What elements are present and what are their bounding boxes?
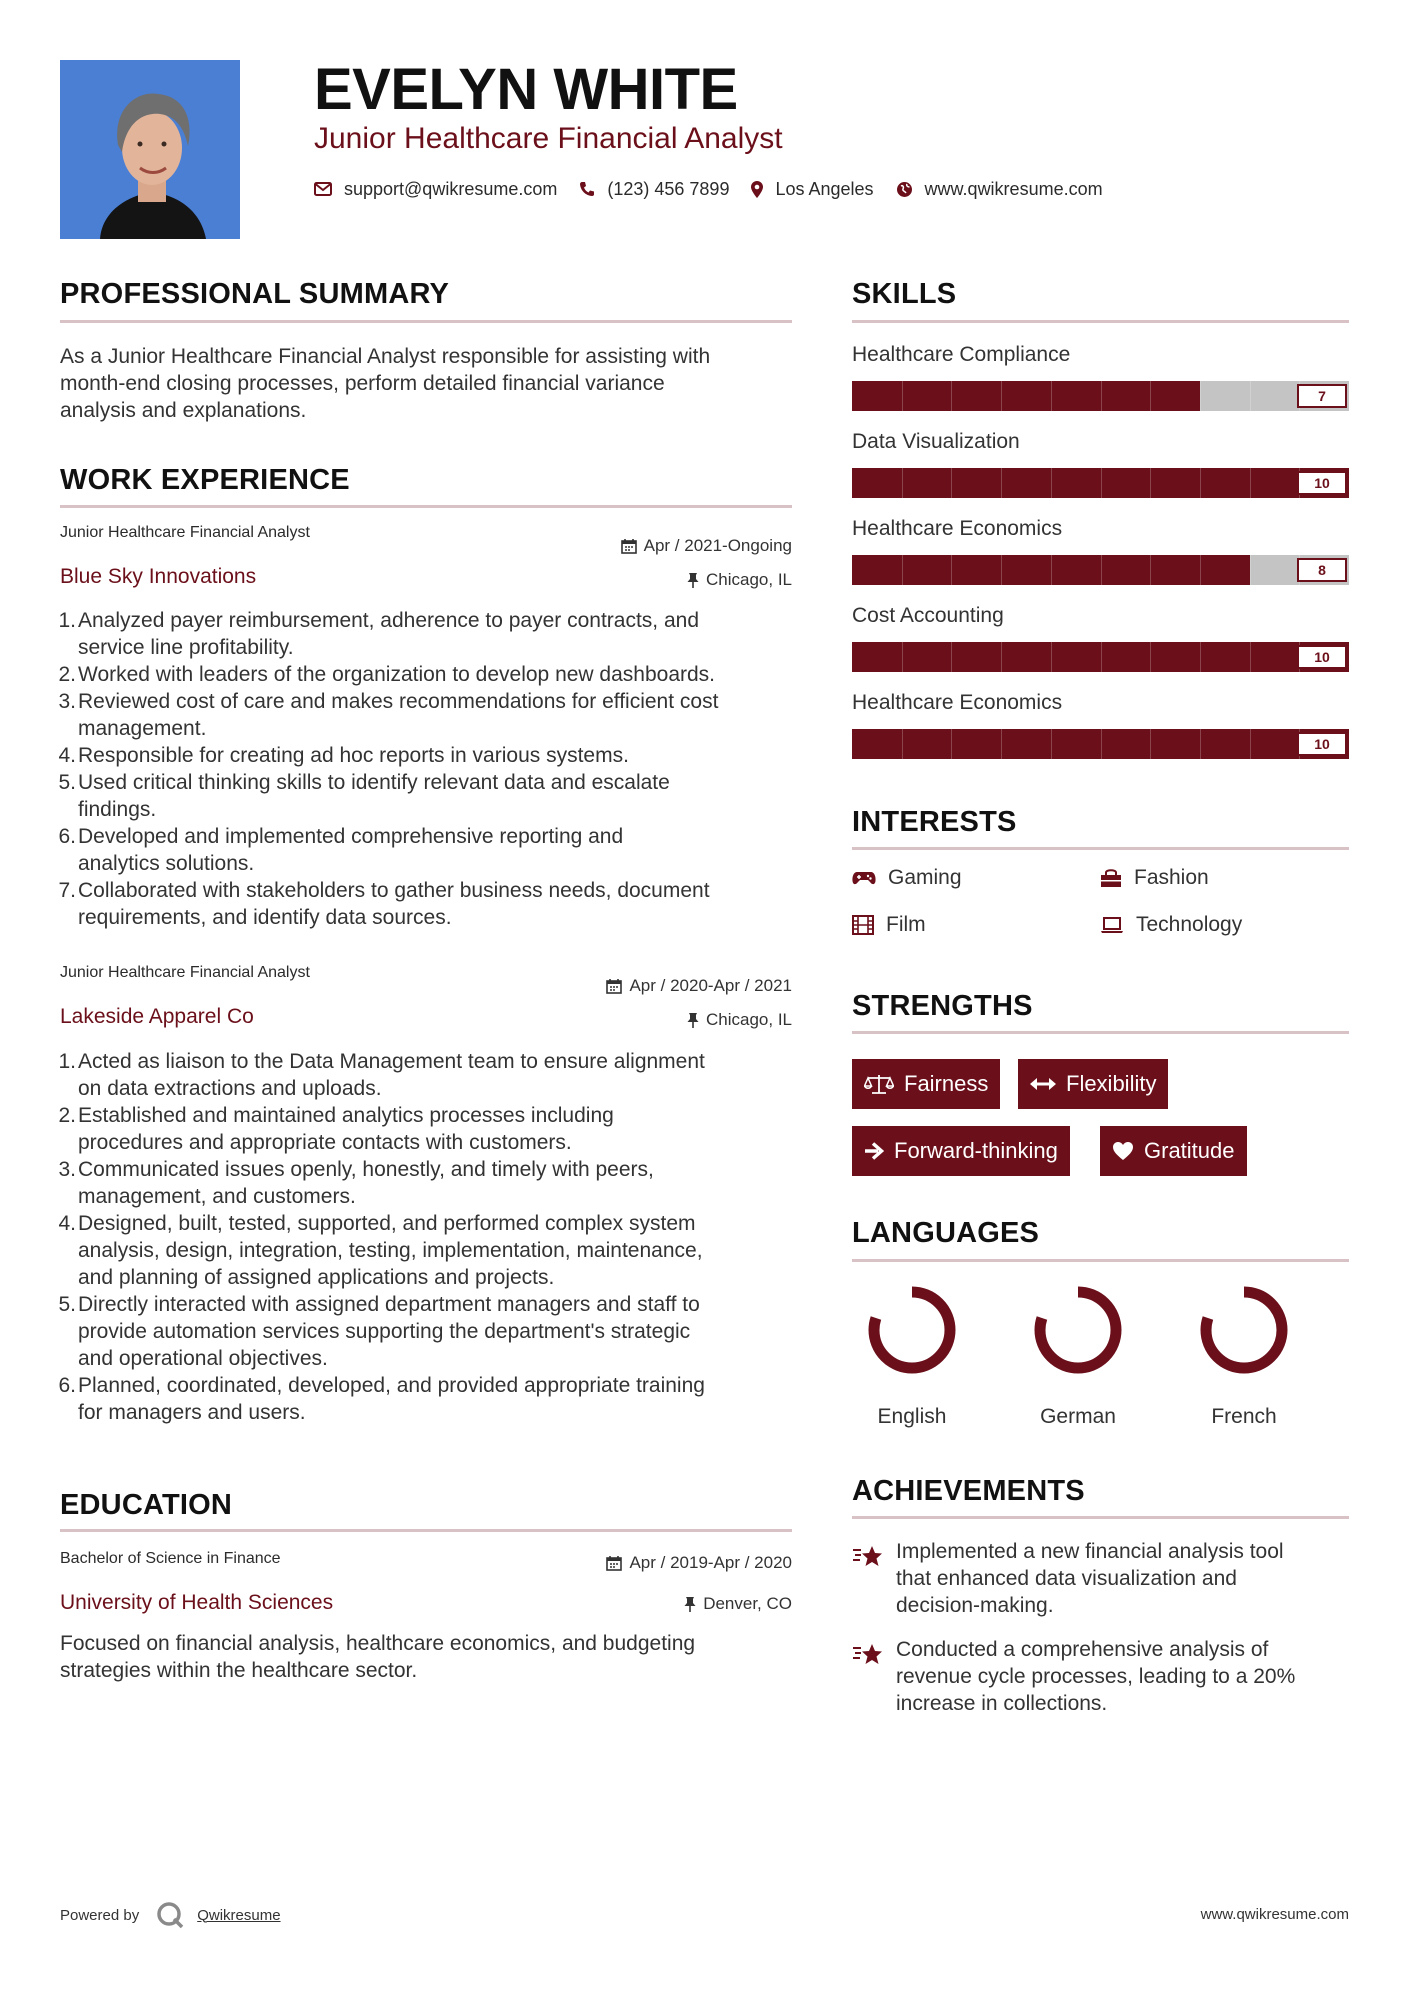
- pushpin-icon: [687, 572, 699, 588]
- education-heading: EDUCATION: [60, 1489, 233, 1521]
- interest-gaming: [852, 866, 962, 890]
- interests-heading: INTERESTS: [852, 806, 1017, 838]
- language-ring: [1018, 1280, 1138, 1380]
- achievement-text: [896, 1636, 1295, 1717]
- education-description: [60, 1630, 792, 1684]
- education-location-text: Denver, CO: [703, 1594, 792, 1613]
- skill-bar: [852, 468, 1349, 498]
- skill-name: Healthcare Compliance: [852, 343, 1071, 366]
- bullet-item: [60, 877, 800, 931]
- bullet-line: Collaborated with stakeholders to gather business needs, document: [78, 879, 710, 902]
- bullet-line: procedures and appropriate contacts with customers.: [78, 1131, 572, 1154]
- skill-item: [852, 515, 1349, 602]
- envelope-icon: [314, 182, 332, 196]
- powered-by-text: Powered by: [60, 1906, 140, 1924]
- skill-bar-segment: [1150, 468, 1151, 498]
- candidate-name: EVELYN WHITE: [314, 57, 738, 122]
- job-dates-text: Apr / 2020-Apr / 2021: [629, 976, 792, 995]
- globe-icon: [896, 181, 913, 198]
- language-level-arc: [874, 1292, 950, 1368]
- skill-bar-segment: [902, 381, 903, 411]
- education-dates: [606, 1553, 792, 1573]
- skill-bar-segment: [1250, 729, 1251, 759]
- achievements-heading: ACHIEVEMENTS: [852, 1475, 1085, 1507]
- gamepad-icon: [852, 870, 876, 886]
- strength-chip-fairness: [852, 1059, 1000, 1109]
- strengths-divider: [852, 1031, 1349, 1034]
- bullet-line: service line profitability.: [78, 636, 294, 659]
- bullet-number: 6.: [58, 1374, 76, 1397]
- brand-link[interactable]: Qwikresume: [197, 1906, 281, 1924]
- interest-label: Gaming: [888, 866, 962, 889]
- job-company: Lakeside Apparel Co: [60, 1005, 254, 1028]
- interest-label: Technology: [1136, 913, 1243, 936]
- school-name: University of Health Sciences: [60, 1591, 334, 1614]
- skill-level: 10: [1297, 471, 1347, 495]
- achievement-item: [852, 1538, 1349, 1619]
- education-line: strategies within the healthcare sector.: [60, 1659, 418, 1682]
- skill-bar: [852, 642, 1349, 672]
- bullet-line: provide automation services supporting the department's strategic: [78, 1320, 691, 1343]
- achievement-line: increase in collections.: [896, 1692, 1108, 1715]
- bullet-item: [60, 1291, 800, 1372]
- bullet-line: Reviewed cost of care and makes recommendations for efficient cost: [78, 690, 719, 713]
- bullet-number: 5.: [58, 771, 76, 794]
- location-text: Los Angeles: [775, 178, 874, 199]
- skill-bar-segment: [951, 555, 952, 585]
- skill-bar-segment: [902, 555, 903, 585]
- skill-name: Healthcare Economics: [852, 691, 1063, 714]
- skill-bar-segment: [1150, 555, 1151, 585]
- skill-bar-segment: [1051, 468, 1052, 498]
- bullet-number: 3.: [58, 690, 76, 713]
- bullet-item: [60, 661, 800, 688]
- skill-bar-segment: [1101, 468, 1102, 498]
- skill-bar-segment: [902, 468, 903, 498]
- bullet-line: Acted as liaison to the Data Management team to ensure alignment: [78, 1050, 705, 1073]
- achievement-item: [852, 1636, 1349, 1717]
- strength-chip-gratitude: [1100, 1126, 1247, 1176]
- job-location-text: Chicago, IL: [706, 1010, 792, 1029]
- bullet-line: Worked with leaders of the organization to develop new dashboards.: [78, 663, 716, 686]
- skill-name: Data Visualization: [852, 430, 1020, 453]
- map-pin-icon: [751, 181, 763, 198]
- skill-bar-segment: [1101, 642, 1102, 672]
- job-bullets: [60, 607, 800, 931]
- strength-label: Forward-thinking: [894, 1138, 1058, 1163]
- website-text: www.qwikresume.com: [924, 178, 1103, 199]
- strength-label: Flexibility: [1066, 1071, 1157, 1096]
- language-item: [852, 1280, 972, 1430]
- bullet-line: and planning of assigned applications and projects.: [78, 1266, 555, 1289]
- language-name: German: [1040, 1405, 1116, 1428]
- achievements-list: [852, 1538, 1349, 1734]
- bullet-line: management.: [78, 717, 207, 740]
- bullet-item: [60, 1372, 800, 1426]
- bullet-line: requirements, and identify data sources.: [78, 906, 452, 929]
- bullet-line: Planned, coordinated, developed, and provided appropriate training: [78, 1374, 705, 1397]
- bullet-line: analysis, design, integration, testing, implementation, maintenance,: [78, 1239, 703, 1262]
- interest-label: Fashion: [1134, 866, 1209, 889]
- skill-bar-fill: [852, 381, 1200, 411]
- bullet-number: 5.: [58, 1293, 76, 1316]
- skill-bar-segment: [1101, 381, 1102, 411]
- strength-chip-forward-thinking: [852, 1126, 1070, 1176]
- film-icon: [852, 915, 874, 935]
- bullet-number: 1.: [58, 609, 76, 632]
- achievement-line: Implemented a new financial analysis tool: [896, 1540, 1284, 1563]
- laptop-icon: [1100, 916, 1124, 934]
- skill-bar: [852, 381, 1349, 411]
- bullet-item: [60, 742, 800, 769]
- achievement-line: revenue cycle processes, leading to a 20%: [896, 1665, 1296, 1688]
- qwikresume-logo-icon: [155, 1900, 185, 1930]
- interest-label: Film: [886, 913, 926, 936]
- calendar-icon: [606, 978, 622, 994]
- bullet-number: 4.: [58, 744, 76, 767]
- skill-bar-segment: [1051, 381, 1052, 411]
- job-location: [687, 1010, 792, 1030]
- skill-level: 8: [1297, 558, 1347, 582]
- bullet-number: 1.: [58, 1050, 76, 1073]
- bullet-line: Established and maintained analytics processes including: [78, 1104, 614, 1127]
- skills-list: [852, 341, 1349, 776]
- skill-bar-segment: [1250, 555, 1251, 585]
- skill-bar: [852, 555, 1349, 585]
- summary-line: As a Junior Healthcare Financial Analyst responsible for assisting with: [60, 345, 711, 368]
- skill-level: 7: [1297, 384, 1347, 408]
- summary-divider: [60, 320, 792, 323]
- skill-bar-segment: [902, 642, 903, 672]
- language-level-arc: [1040, 1292, 1116, 1368]
- languages-divider: [852, 1259, 1349, 1262]
- language-item: [1018, 1280, 1138, 1430]
- contact-website[interactable]: [896, 179, 1103, 200]
- skill-bar-segment: [1200, 729, 1201, 759]
- bullet-item: [60, 1102, 800, 1156]
- skill-level: 10: [1297, 732, 1347, 756]
- skill-level: 10: [1297, 645, 1347, 669]
- skill-item: [852, 689, 1349, 776]
- achievement-text: [896, 1538, 1284, 1619]
- skills-divider: [852, 320, 1349, 323]
- skill-bar-segment: [1051, 642, 1052, 672]
- profile-photo: [60, 60, 240, 239]
- summary-heading: PROFESSIONAL SUMMARY: [60, 278, 450, 310]
- balance-scale-icon: [864, 1073, 894, 1095]
- skill-bar-segment: [1250, 468, 1251, 498]
- bullet-line: Designed, built, tested, supported, and performed complex system: [78, 1212, 696, 1235]
- contact-location: [751, 179, 873, 200]
- interests-divider: [852, 847, 1349, 850]
- pushpin-icon: [684, 1596, 696, 1612]
- summary-line: analysis and explanations.: [60, 399, 307, 422]
- language-item: [1184, 1280, 1304, 1430]
- bullet-line: Directly interacted with assigned department managers and staff to: [78, 1293, 700, 1316]
- footer-website[interactable]: www.qwikresume.com: [1200, 1906, 1349, 1923]
- bullet-number: 2.: [58, 1104, 76, 1127]
- skill-bar-segment: [1001, 381, 1002, 411]
- skill-bar-segment: [951, 729, 952, 759]
- bullet-item: [60, 769, 800, 823]
- bullet-line: analytics solutions.: [78, 852, 255, 875]
- achievement-line: decision-making.: [896, 1594, 1054, 1617]
- skill-bar-segment: [1150, 381, 1151, 411]
- job-dates: [606, 976, 792, 996]
- skill-bar-segment: [1200, 642, 1201, 672]
- job-bullets: [60, 1048, 800, 1426]
- summary-text: [60, 343, 792, 424]
- language-ring: [1184, 1280, 1304, 1380]
- bullet-item: [60, 688, 800, 742]
- skill-bar-segment: [1001, 468, 1002, 498]
- pushpin-icon: [687, 1012, 699, 1028]
- strength-label: Gratitude: [1144, 1138, 1235, 1163]
- skill-bar-segment: [1101, 555, 1102, 585]
- degree-title: Bachelor of Science in Finance: [60, 1550, 281, 1567]
- skill-item: [852, 602, 1349, 689]
- bullet-line: for managers and users.: [78, 1401, 306, 1424]
- skill-bar-segment: [951, 381, 952, 411]
- shooting-star-icon: [852, 1542, 886, 1572]
- bullet-line: Responsible for creating ad hoc reports in various systems.: [78, 744, 629, 767]
- job-dates: [621, 536, 792, 556]
- bullet-number: 6.: [58, 825, 76, 848]
- education-location: [684, 1594, 792, 1614]
- heart-icon: [1112, 1141, 1134, 1161]
- bullet-line: on data extractions and uploads.: [78, 1077, 382, 1100]
- contact-email[interactable]: [314, 179, 557, 200]
- bullet-line: findings.: [78, 798, 157, 821]
- bullet-line: Used critical thinking skills to identify relevant data and escalate: [78, 771, 670, 794]
- education-dates-text: Apr / 2019-Apr / 2020: [629, 1553, 792, 1572]
- bullet-item: [60, 1048, 800, 1102]
- phone-text: (123) 456 7899: [607, 178, 730, 199]
- interest-film: [852, 913, 926, 937]
- calendar-icon: [621, 538, 637, 554]
- skill-bar-segment: [1051, 729, 1052, 759]
- email-text: support@qwikresume.com: [344, 178, 558, 199]
- education-line: Focused on financial analysis, healthcare economics, and budgeting: [60, 1632, 696, 1655]
- interest-fashion: [1100, 866, 1209, 890]
- shopping-bag-icon: [1100, 868, 1122, 888]
- shooting-star-icon: [852, 1640, 886, 1670]
- bullet-line: and operational objectives.: [78, 1347, 328, 1370]
- skill-bar-segment: [1001, 729, 1002, 759]
- bullet-line: management, and customers.: [78, 1185, 356, 1208]
- bullet-number: 3.: [58, 1158, 76, 1181]
- experience-heading: WORK EXPERIENCE: [60, 464, 350, 496]
- skill-bar-segment: [1001, 642, 1002, 672]
- skill-bar-segment: [1200, 381, 1201, 411]
- calendar-icon: [606, 1555, 622, 1571]
- skill-name: Healthcare Economics: [852, 517, 1063, 540]
- footer-powered-by: [60, 1900, 281, 1930]
- skill-bar-segment: [1150, 642, 1151, 672]
- strength-label: Fairness: [904, 1071, 989, 1096]
- language-ring: [852, 1280, 972, 1380]
- skill-bar-segment: [1200, 468, 1201, 498]
- job-company: Blue Sky Innovations: [60, 565, 257, 588]
- bullet-number: 2.: [58, 663, 76, 686]
- bullet-line: Analyzed payer reimbursement, adherence to payer contracts, and: [78, 609, 700, 632]
- bullet-item: [60, 823, 800, 877]
- skill-bar-segment: [1250, 381, 1251, 411]
- arrows-horizontal-icon: [1030, 1077, 1056, 1091]
- contact-bar: [314, 176, 1125, 202]
- skill-item: [852, 341, 1349, 428]
- strength-chip-flexibility: [1018, 1059, 1168, 1109]
- languages-list: [852, 1280, 1349, 1430]
- skill-bar-segment: [951, 642, 952, 672]
- skill-bar-segment: [1001, 555, 1002, 585]
- achievement-line: Conducted a comprehensive analysis of: [896, 1638, 1269, 1661]
- arrow-right-icon: [864, 1142, 884, 1160]
- strengths-heading: STRENGTHS: [852, 990, 1033, 1022]
- skill-bar-segment: [951, 468, 952, 498]
- skill-bar: [852, 729, 1349, 759]
- contact-phone[interactable]: [579, 179, 729, 200]
- job-location-text: Chicago, IL: [706, 570, 792, 589]
- bullet-line: Developed and implemented comprehensive reporting and: [78, 825, 624, 848]
- bullet-line: Communicated issues openly, honestly, and timely with peers,: [78, 1158, 654, 1181]
- language-level-arc: [1206, 1292, 1282, 1368]
- language-name: French: [1211, 1405, 1277, 1428]
- language-name: English: [877, 1405, 947, 1428]
- bullet-item: [60, 1156, 800, 1210]
- skill-bar-segment: [1200, 555, 1201, 585]
- job-dates-text: Apr / 2021-Ongoing: [643, 536, 792, 555]
- skill-bar-segment: [1250, 642, 1251, 672]
- experience-divider: [60, 505, 792, 508]
- interest-technology: [1100, 913, 1242, 937]
- achievement-line: that enhanced data visualization and: [896, 1567, 1237, 1590]
- summary-line: month-end closing processes, perform detailed financial variance: [60, 372, 665, 395]
- languages-heading: LANGUAGES: [852, 1217, 1040, 1249]
- skill-item: [852, 428, 1349, 515]
- bullet-item: [60, 1210, 800, 1291]
- skill-name: Cost Accounting: [852, 604, 1004, 627]
- candidate-title: Junior Healthcare Financial Analyst: [314, 122, 783, 155]
- skill-bar-segment: [1051, 555, 1052, 585]
- job-title: Junior Healthcare Financial Analyst: [60, 964, 310, 981]
- skill-bar-segment: [902, 729, 903, 759]
- skills-heading: SKILLS: [852, 278, 957, 310]
- achievements-divider: [852, 1516, 1349, 1519]
- skill-bar-segment: [1150, 729, 1151, 759]
- bullet-item: [60, 607, 800, 661]
- phone-icon: [579, 181, 595, 197]
- skill-bar-segment: [1101, 729, 1102, 759]
- education-divider: [60, 1529, 792, 1532]
- bullet-number: 4.: [58, 1212, 76, 1235]
- job-location: [687, 570, 792, 590]
- bullet-number: 7.: [58, 879, 76, 902]
- job-title: Junior Healthcare Financial Analyst: [60, 524, 310, 541]
